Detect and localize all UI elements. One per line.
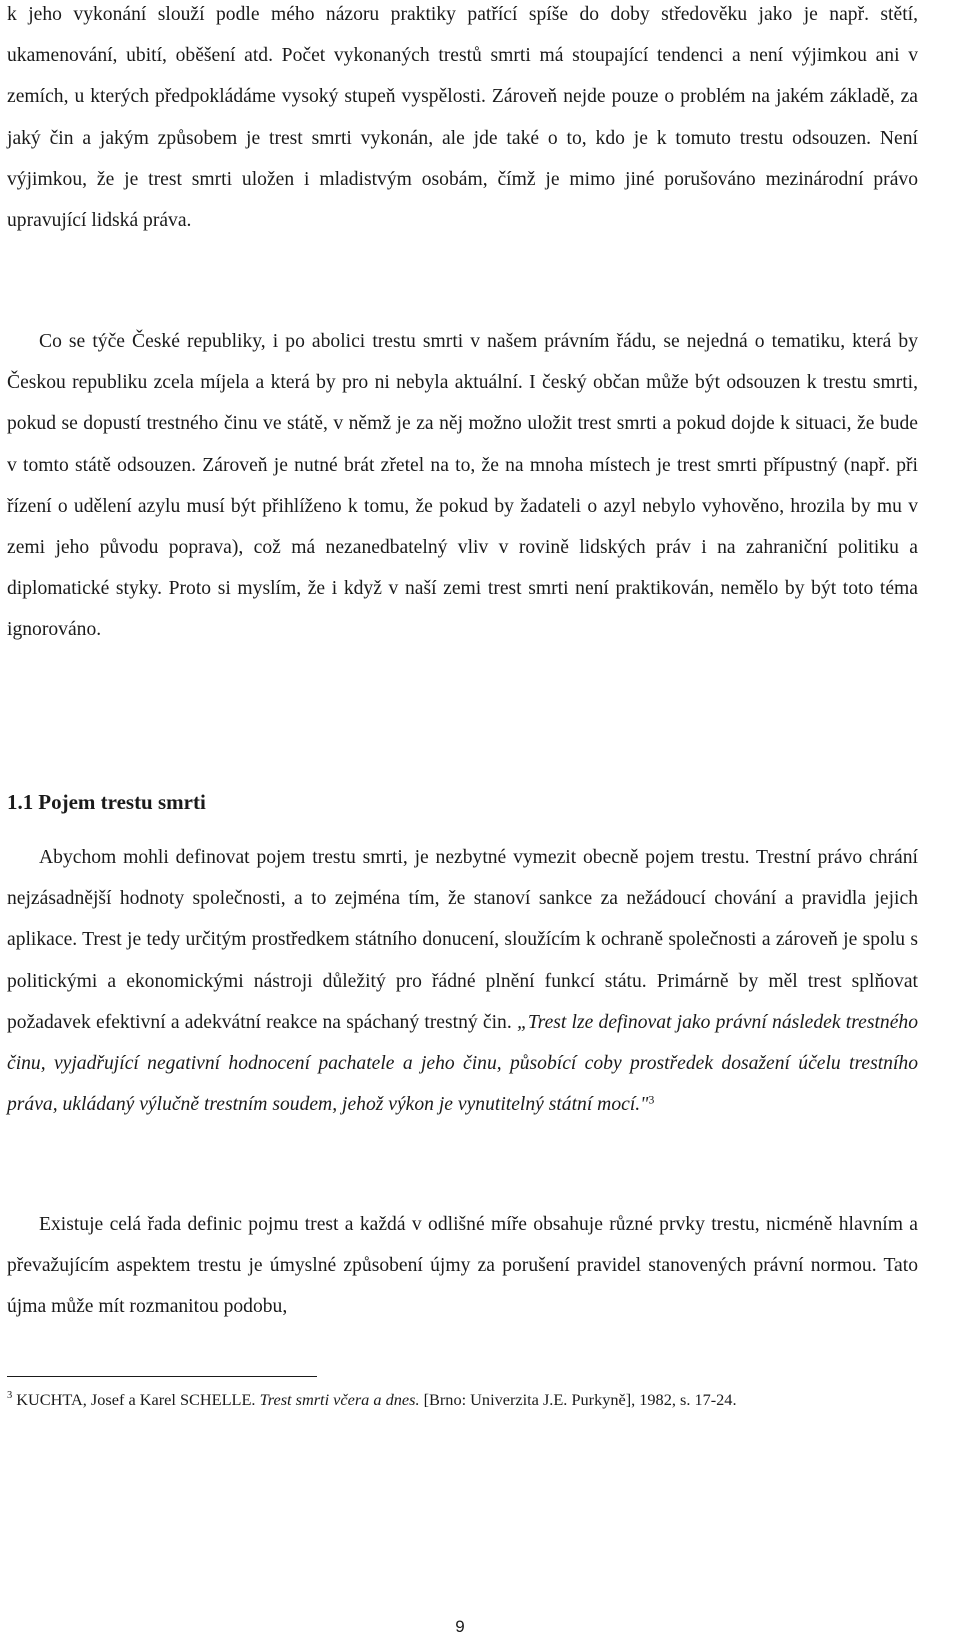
section-number: 1.1 <box>7 790 34 814</box>
footnote-reference[interactable]: 3 <box>648 1092 655 1107</box>
footnote-publication: [Brno: Univerzita J.E. Purkyně], 1982, s. 17-24. <box>419 1390 737 1409</box>
footnote-book-title: Trest smrti včera a dnes. <box>259 1390 420 1409</box>
footnote <box>7 1388 918 1412</box>
page-number: 9 <box>455 1617 465 1636</box>
paragraph-czech-republic-context: Co se týče České republiky, i po abolici trestu smrti v našem právním řádu, se nejedná o tematiku, která by Českou republiku zcela míjela a která by pro ni nebyla aktuální. I český občan může být odsouzen k trestu smrti, pokud se dopustí trestného činu ve státě, v němž je za něj možno uložit trest smrti a pokud dojde k situaci, že bude v tomto státě odsouzen. Zároveň je nutné brát zřetel na to, že na mnoha místech je trest smrti přípustný (např. při řízení o udělení azylu musí být přihlíženo k tomu, že pokud by žadateli o azyl nebylo vyhověno, hrozila by mu v zemi jeho původu poprava), což má nezanedbatelný vliv v rovině lidských práv i na zahraniční politiku a diplomatické styky. Proto si myslím, že i když v naší zemi trest smrti není praktikován, nemělo by být toto téma ignorováno. <box>7 331 918 641</box>
paragraph-death-penalty-practices: k jeho vykonání slouží podle mého názoru praktiky patřící spíše do doby středověku jako je např. stětí, ukamenování, ubití, oběšení atd. Počet vykonaných trestů smrti má stoupající tendenci a není výjimkou ani v zemích, u kterých předpokládáme vysoký stupeň vyspělosti. Zároveň nejde pouze o problém na jakém základě, za jaký čin a jakým způsobem je trest smrti vykonán, ale jde také o to, kdo je k tomuto trestu odsouzen. Není výjimkou, že je trest smrti uložen i mladistvým osobám, čímž je mimo jiné porušováno mezinárodní právo upravující lidská práva. <box>7 4 918 232</box>
section-title: Pojem trestu smrti <box>38 790 206 814</box>
paragraph-text: Abychom mohli definovat pojem trestu smrti, je nezbytné vymezit obecně pojem trestu. Trestní právo chrání nejzásadnější hodnoty společnosti, a to zejména tím, že stanoví sankce za nežádoucí chování a pravidla jejich aplikace. Trest je tedy určitým prostředkem státního donucení, sloužícím k ochraně společnosti a zároveň je spolu s politickými a ekonomickými nástroji důležitý pro řádné plnění funkcí státu. Primárně by měl trest splňovat požadavek efektivní a adekvátní reakce na spáchaný trestný čin. <box>7 847 918 1033</box>
footnote-authors: KUCHTA, Josef a Karel SCHELLE. <box>16 1390 260 1409</box>
definition-quote: „Trest lze definovat jako právní následek trestného činu, vyjadřující negativní hodnocení pachatele a jeho činu, působící coby prostředek dosažení účelu trestního práva, ukládaný výlučně trestním soudem, jehož výkon je vynutitelný státní mocí." <box>7 1011 918 1116</box>
section-heading <box>7 788 206 816</box>
paragraph-punishment-definition <box>7 837 918 1125</box>
paragraph-punishment-aspects: Existuje celá řada definic pojmu trest a každá v odlišné míře obsahuje různé prvky trestu, nicméně hlavním a převažujícím aspektem trestu je úmyslné způsobení újmy za porušení pravidel stanovených právní normou. Tato újma může mít rozmanitou podobu, <box>7 1214 918 1318</box>
footnote-divider <box>7 1376 317 1377</box>
footnote-marker: 3 <box>7 1389 13 1401</box>
